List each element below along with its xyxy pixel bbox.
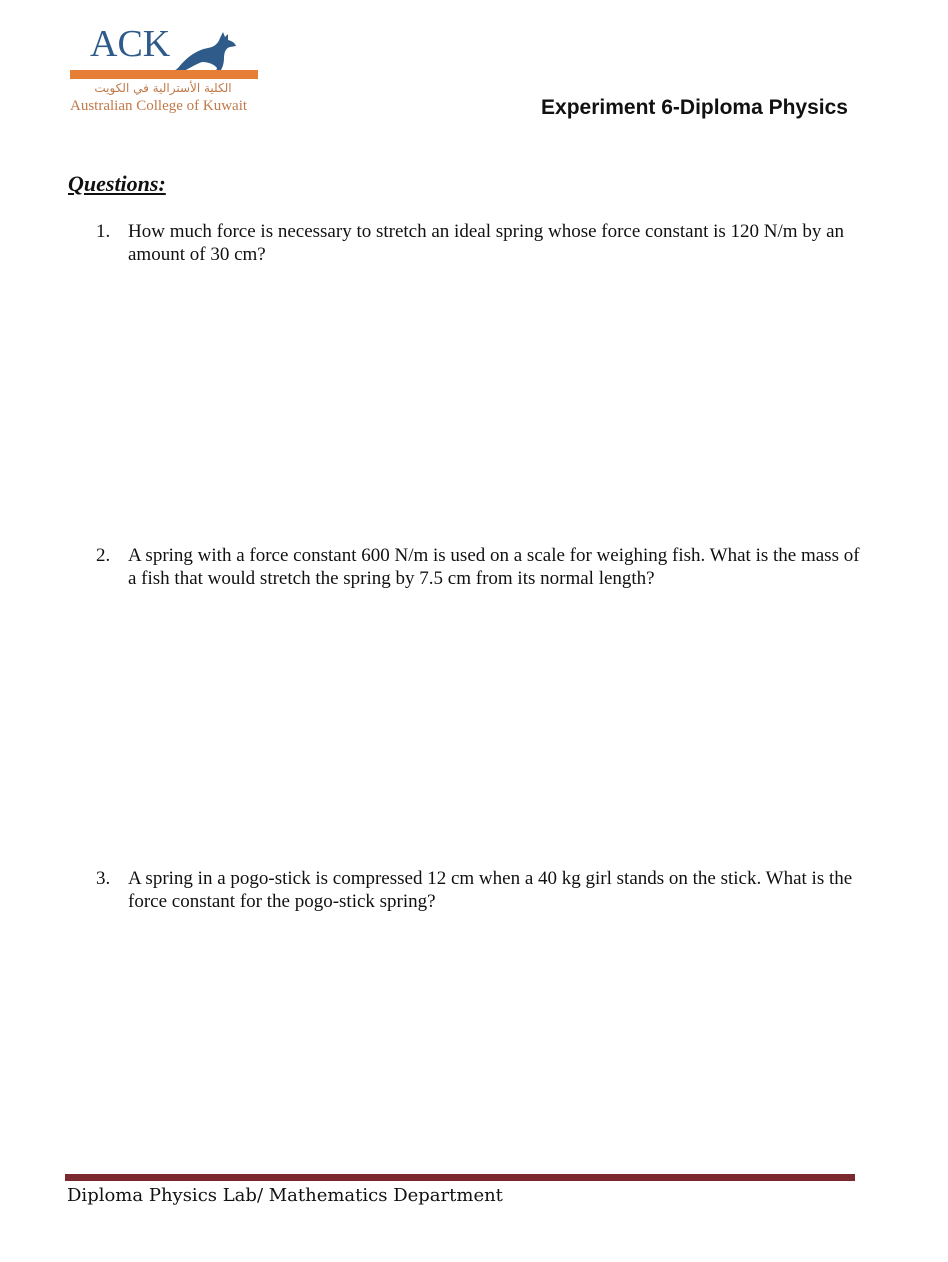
question-item xyxy=(96,544,866,590)
question-item xyxy=(96,220,866,266)
logo-english-name: Australian College of Kuwait xyxy=(70,98,248,114)
footer-text: Diploma Physics Lab/ Mathematics Department xyxy=(67,1185,503,1206)
logo-arabic-name: الكلية الأسترالية في الكويت xyxy=(94,81,232,95)
questions-heading: Questions: xyxy=(68,171,166,196)
question-text: A spring with a force constant 600 N/m is used on a scale for weighing fish. What is the mass of a fish that would stretch the spring by 7.5 cm from its normal length? xyxy=(128,545,860,589)
footer-divider xyxy=(65,1174,855,1181)
question-number: 2. xyxy=(96,545,111,566)
question-item xyxy=(96,867,866,913)
question-number: 3. xyxy=(96,868,111,889)
document-title: Experiment 6-Diploma Physics xyxy=(541,96,848,119)
logo-accent-bar xyxy=(70,70,258,79)
question-number: 1. xyxy=(96,221,111,242)
logo-wordmark: ACK xyxy=(90,23,171,65)
college-logo xyxy=(68,24,264,120)
question-text: A spring in a pogo-stick is compressed 12 cm when a 40 kg girl stands on the stick. What is the force constant for the pogo-stick spring? xyxy=(128,868,853,912)
question-text: How much force is necessary to stretch an ideal spring whose force constant is 120 N/m by an amount of 30 cm? xyxy=(128,221,844,265)
